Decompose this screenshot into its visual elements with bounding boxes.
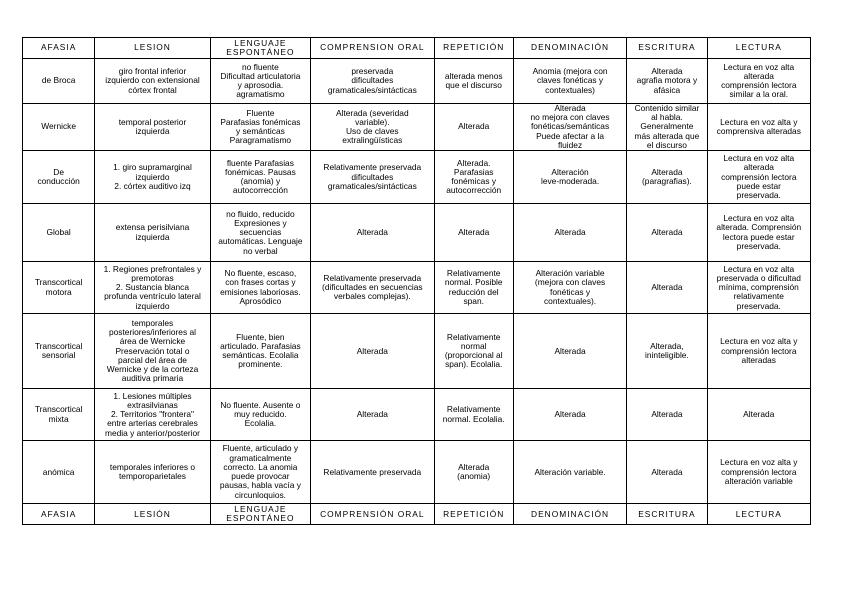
aphasia-table <box>22 37 811 525</box>
cell-lesion: temporales posteriores/inferiores al área de Wernicke Preservación total o parcial del área de Wernicke y de la corteza auditiva primaria <box>95 314 210 389</box>
table-row <box>23 389 811 441</box>
cell-escritura: Alterada, ininteligible. <box>627 314 707 389</box>
cell-lectura: Lectura en voz alta y comprensión lectora alteración variable <box>707 441 810 504</box>
cell-lenguaje-espontaneo: no fluente Dificultad articulatoria y aprosodia. agramatismo <box>210 59 310 104</box>
cell-lectura: Lectura en voz alta alterada comprensión lectora puede estar preservada. <box>707 151 810 204</box>
cell-afasia: Wernicke <box>23 104 95 151</box>
header-row-cell-lenguaje-espontaneo: LENGUAJE ESPONTÁNEO <box>210 38 310 59</box>
table-row <box>23 151 811 204</box>
cell-escritura: Alterada <box>627 262 707 314</box>
cell-lenguaje-espontaneo: No fluente, escaso, con frases cortas y emisiones laboriosas. Aprosódico <box>210 262 310 314</box>
cell-lesion: extensa perisilviana izquierda <box>95 204 210 262</box>
cell-lectura: Lectura en voz alta y comprensiva alteradas <box>707 104 810 151</box>
cell-lesion: 1. Lesiones múltiples extrasilvianas 2. Territorios "frontera" entre arterias cerebrales media y anterior/posterior <box>95 389 210 441</box>
cell-escritura: Alterada agrafia motora y afásica <box>627 59 707 104</box>
header-row <box>23 38 811 59</box>
footer-row-cell-lenguaje-espontaneo: LENGUAJE ESPONTÁNEO <box>210 504 310 525</box>
cell-denominacion: Alteración variable (mejora con claves fonéticas y contextuales). <box>513 262 626 314</box>
cell-afasia: Transcortical sensorial <box>23 314 95 389</box>
cell-lenguaje-espontaneo: no fluido, reducido Expresiones y secuencias automáticas. Lenguaje no verbal <box>210 204 310 262</box>
footer-row-cell-repeticion: REPETICIÓN <box>434 504 513 525</box>
header-row-cell-comprension-oral: COMPRENSION ORAL <box>311 38 434 59</box>
table-row <box>23 59 811 104</box>
cell-repeticion: Relativamente normal (proporcional al span). Ecolalia. <box>434 314 513 389</box>
cell-lenguaje-espontaneo: Fluente Parafasias fonémicas y semánticas Paragramatismo <box>210 104 310 151</box>
cell-escritura: Alterada <box>627 204 707 262</box>
cell-lesion: temporal posterior izquierda <box>95 104 210 151</box>
cell-denominacion: Alterada no mejora con claves fonéticas/semánticas Puede afectar a la fluidez <box>513 104 626 151</box>
cell-repeticion: Relativamente normal. Posible reducción del span. <box>434 262 513 314</box>
header-row-cell-afasia: AFASIA <box>23 38 95 59</box>
cell-lenguaje-espontaneo: Fluente, bien articulado. Parafasias semánticas. Ecolalia prominente. <box>210 314 310 389</box>
cell-lenguaje-espontaneo: Fluente, articulado y gramaticalmente correcto. La anomia puede provocar pausas, habla vacía y circunloquios. <box>210 441 310 504</box>
cell-lesion: temporales inferiores o temporoparietales <box>95 441 210 504</box>
cell-denominacion: Alteración variable. <box>513 441 626 504</box>
cell-lectura: Alterada <box>707 389 810 441</box>
table-row <box>23 441 811 504</box>
cell-lectura: Lectura en voz alta alterada comprensión lectora similar a la oral. <box>707 59 810 104</box>
header-row-cell-repeticion: REPETICIÓN <box>434 38 513 59</box>
cell-comprension-oral: Alterada <box>311 204 434 262</box>
footer-row-cell-lectura: LECTURA <box>707 504 810 525</box>
cell-denominacion: Alterada <box>513 389 626 441</box>
cell-afasia: Transcortical motora <box>23 262 95 314</box>
cell-denominacion: Alterada <box>513 314 626 389</box>
footer-row <box>23 504 811 525</box>
cell-lesion: giro frontal inferior izquierdo con extensional córtex frontal <box>95 59 210 104</box>
footer-row-cell-afasia: AFASIA <box>23 504 95 525</box>
cell-escritura: Alterada (paragrafias). <box>627 151 707 204</box>
cell-afasia: Transcortical mixta <box>23 389 95 441</box>
cell-repeticion: alterada menos que el discurso <box>434 59 513 104</box>
header-row-cell-denominacion: DENOMINACIÓN <box>513 38 626 59</box>
table-row <box>23 314 811 389</box>
cell-lenguaje-espontaneo: No fluente. Ausente o muy reducido. Ecolalia. <box>210 389 310 441</box>
cell-repeticion: Alterada (anomia) <box>434 441 513 504</box>
cell-comprension-oral: Relativamente preservada (dificultades en secuencias verbales complejas). <box>311 262 434 314</box>
cell-comprension-oral: Alterada <box>311 314 434 389</box>
cell-denominacion: Alteración leve-moderada. <box>513 151 626 204</box>
cell-lectura: Lectura en voz alta alterada. Comprensión lectora puede estar preservada. <box>707 204 810 262</box>
cell-lectura: Lectura en voz alta y comprensión lectora alteradas <box>707 314 810 389</box>
cell-comprension-oral: Relativamente preservada dificultades gramaticales/sintácticas <box>311 151 434 204</box>
cell-afasia: Global <box>23 204 95 262</box>
cell-afasia: anómica <box>23 441 95 504</box>
cell-repeticion: Alterada <box>434 104 513 151</box>
cell-denominacion: Anomia (mejora con claves fonéticas y contextuales) <box>513 59 626 104</box>
footer-row-cell-lesion: LESIÓN <box>95 504 210 525</box>
cell-lesion: 1. giro supramarginal izquierdo 2. córtex auditivo izq <box>95 151 210 204</box>
header-row-cell-lesion: LESION <box>95 38 210 59</box>
cell-denominacion: Alterada <box>513 204 626 262</box>
cell-escritura: Alterada <box>627 441 707 504</box>
footer-row-cell-denominacion: DENOMINACIÓN <box>513 504 626 525</box>
table-row <box>23 262 811 314</box>
cell-afasia: De conducción <box>23 151 95 204</box>
cell-comprension-oral: preservada dificultades gramaticales/sintácticas <box>311 59 434 104</box>
header-row-cell-lectura: LECTURA <box>707 38 810 59</box>
cell-repeticion: Relativamente normal. Ecolalia. <box>434 389 513 441</box>
cell-comprension-oral: Alterada <box>311 389 434 441</box>
table-row <box>23 104 811 151</box>
cell-escritura: Contenido similar al habla. Generalmente más alterada que el discurso <box>627 104 707 151</box>
table-row <box>23 204 811 262</box>
cell-lesion: 1. Regiones prefrontales y premotoras 2. Sustancia blanca profunda ventrículo lateral izquierdo <box>95 262 210 314</box>
header-row-cell-escritura: ESCRITURA <box>627 38 707 59</box>
cell-comprension-oral: Relativamente preservada <box>311 441 434 504</box>
cell-comprension-oral: Alterada (severidad variable). Uso de claves extralingüísticas <box>311 104 434 151</box>
cell-lenguaje-espontaneo: fluente Parafasias fonémicas. Pausas (anomia) y autocorrección <box>210 151 310 204</box>
cell-afasia: de Broca <box>23 59 95 104</box>
cell-lectura: Lectura en voz alta preservada o dificultad mínima, comprensión relativamente preservada. <box>707 262 810 314</box>
footer-row-cell-escritura: ESCRITURA <box>627 504 707 525</box>
cell-repeticion: Alterada. Parafasias fonémicas y autocorrección <box>434 151 513 204</box>
footer-row-cell-comprension-oral: COMPRENSIÓN ORAL <box>311 504 434 525</box>
cell-escritura: Alterada <box>627 389 707 441</box>
cell-repeticion: Alterada <box>434 204 513 262</box>
